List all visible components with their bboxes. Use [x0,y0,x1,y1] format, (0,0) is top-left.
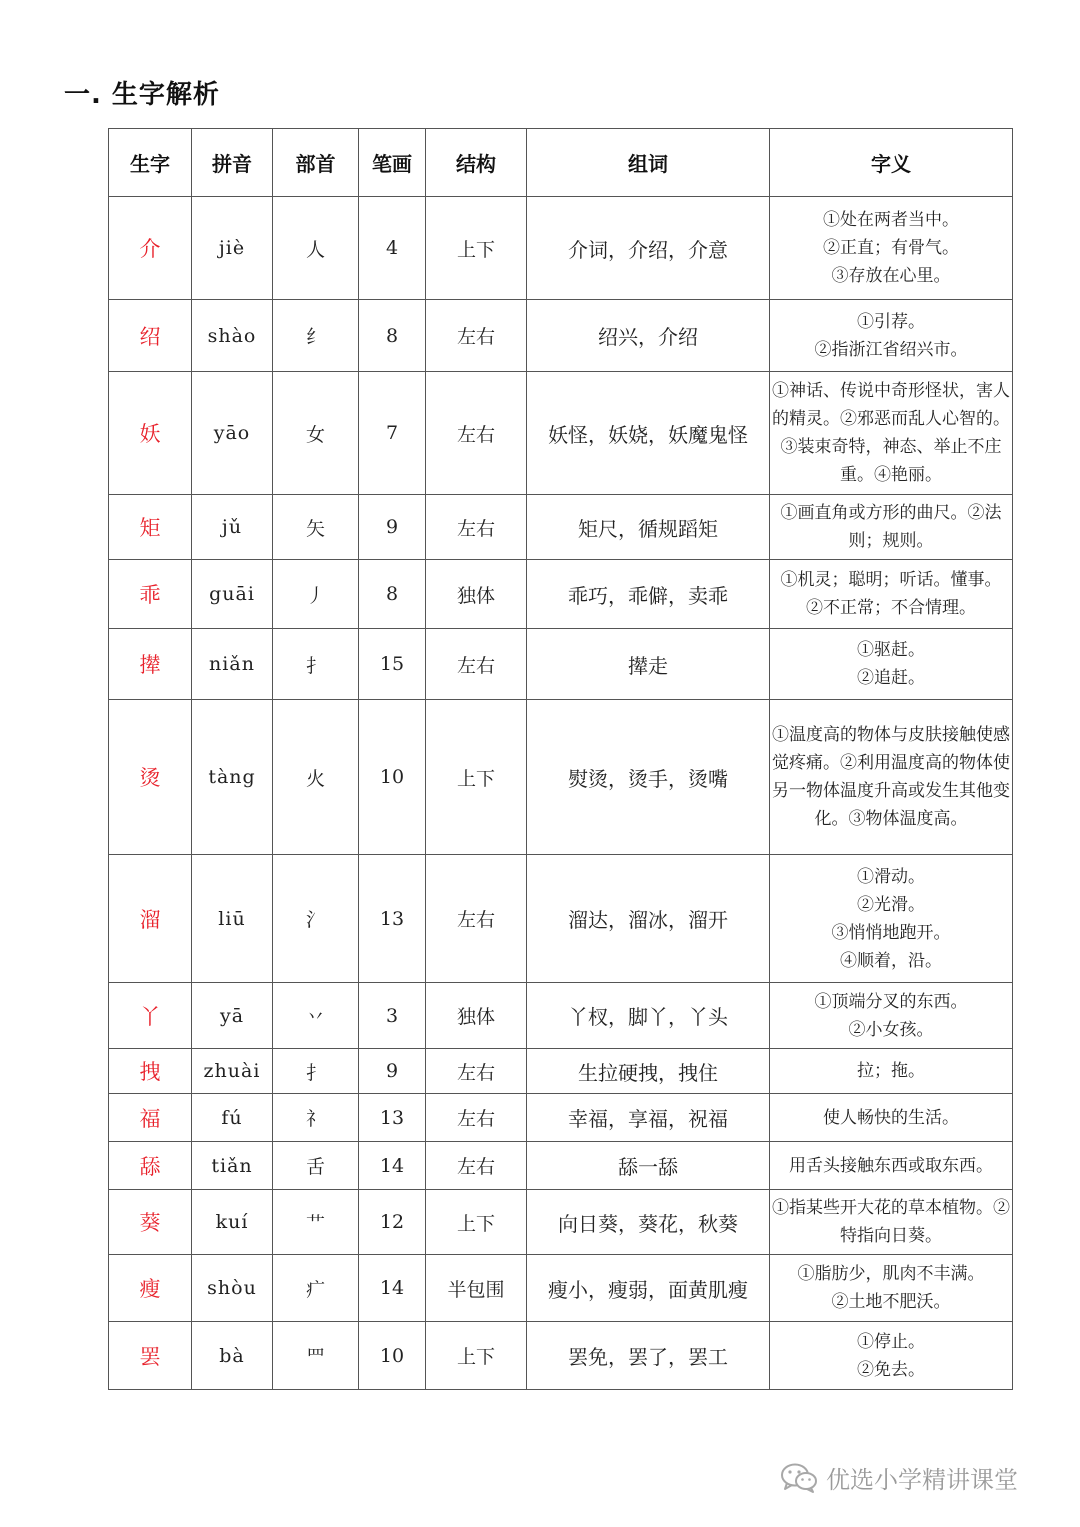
table-row [109,1142,1013,1190]
cell-radical: 氵 [273,855,359,983]
cell-words: 妖怪，妖娆，妖魔鬼怪 [527,372,770,495]
cell-structure: 独体 [426,983,527,1049]
cell-words: 介词，介绍，介意 [527,197,770,300]
table-row [109,1255,1013,1322]
cell-words: 瘦小，瘦弱，面黄肌瘦 [527,1255,770,1322]
cell-structure: 左右 [426,1094,527,1142]
cell-words: 溜达，溜冰，溜开 [527,855,770,983]
cell-pinyin: kuí [192,1190,273,1255]
col-header-radical: 部首 [273,129,359,197]
cell-pinyin: fú [192,1094,273,1142]
cell-radical: 火 [273,700,359,855]
col-header-strokes: 笔画 [359,129,426,197]
cell-meaning: 拉；拖。 [770,1049,1013,1094]
col-header-structure: 结构 [426,129,527,197]
cell-meaning: 用舌头接触东西或取东西。 [770,1142,1013,1190]
cell-structure: 左右 [426,495,527,560]
cell-structure: 左右 [426,372,527,495]
cell-meaning: 使人畅快的生活。 [770,1094,1013,1142]
cell-meaning: ①脂肪少，肌肉不丰满。 ②土地不肥沃。 [770,1255,1013,1322]
cell-strokes: 12 [359,1190,426,1255]
cell-radical: 纟 [273,300,359,372]
table-row [109,197,1013,300]
cell-strokes: 13 [359,855,426,983]
vocabulary-table [108,128,1013,1390]
cell-words: 舔一舔 [527,1142,770,1190]
cell-radical: 矢 [273,495,359,560]
cell-structure: 独体 [426,560,527,629]
cell-structure: 上下 [426,1190,527,1255]
cell-radical: 丷 [273,983,359,1049]
cell-structure: 上下 [426,700,527,855]
cell-char: 福 [109,1094,192,1142]
cell-words: 向日葵，葵花，秋葵 [527,1190,770,1255]
cell-radical: 丿 [273,560,359,629]
cell-meaning: ①引荐。 ②指浙江省绍兴市。 [770,300,1013,372]
cell-strokes: 10 [359,700,426,855]
table-row [109,372,1013,495]
cell-words: 幸福，享福，祝福 [527,1094,770,1142]
table-row [109,560,1013,629]
table-row [109,1322,1013,1390]
cell-structure: 上下 [426,197,527,300]
cell-meaning: ①指某些开大花的草本植物。②特指向日葵。 [770,1190,1013,1255]
cell-pinyin: niǎn [192,629,273,700]
cell-words: 撵走 [527,629,770,700]
cell-meaning: ①停止。 ②免去。 [770,1322,1013,1390]
cell-pinyin: yāo [192,372,273,495]
cell-meaning: ①温度高的物体与皮肤接触使感觉疼痛。②利用温度高的物体使另一物体温度升高或发生其他变化。③物体温度高。 [770,700,1013,855]
cell-char: 绍 [109,300,192,372]
cell-char: 丫 [109,983,192,1049]
table-row [109,629,1013,700]
cell-words: 丫杈，脚丫，丫头 [527,983,770,1049]
cell-structure: 左右 [426,855,527,983]
cell-radical: 人 [273,197,359,300]
wechat-icon [780,1462,818,1494]
cell-strokes: 9 [359,1049,426,1094]
cell-words: 矩尺，循规蹈矩 [527,495,770,560]
cell-char: 罢 [109,1322,192,1390]
cell-char: 溜 [109,855,192,983]
cell-strokes: 9 [359,495,426,560]
cell-char: 乖 [109,560,192,629]
cell-meaning: ①顶端分叉的东西。 ②小女孩。 [770,983,1013,1049]
table-row [109,495,1013,560]
cell-char: 撵 [109,629,192,700]
cell-structure: 左右 [426,629,527,700]
cell-pinyin: zhuài [192,1049,273,1094]
cell-char: 葵 [109,1190,192,1255]
cell-strokes: 13 [359,1094,426,1142]
cell-words: 乖巧，乖僻，卖乖 [527,560,770,629]
cell-strokes: 3 [359,983,426,1049]
cell-words: 罢免，罢了，罢工 [527,1322,770,1390]
cell-pinyin: yā [192,983,273,1049]
cell-radical: 舌 [273,1142,359,1190]
cell-structure: 左右 [426,1142,527,1190]
cell-pinyin: jiè [192,197,273,300]
cell-structure: 左右 [426,300,527,372]
cell-radical: 罒 [273,1322,359,1390]
cell-meaning: ①处在两者当中。 ②正直；有骨气。 ③存放在心里。 [770,197,1013,300]
cell-radical: 艹 [273,1190,359,1255]
cell-pinyin: liū [192,855,273,983]
cell-meaning: ①滑动。 ②光滑。 ③悄悄地跑开。 ④顺着，沿。 [770,855,1013,983]
cell-meaning: ①神话、传说中奇形怪状，害人的精灵。②邪恶而乱人心智的。③装束奇特，神态、举止不庄重。④艳丽。 [770,372,1013,495]
cell-radical: 礻 [273,1094,359,1142]
table-row [109,983,1013,1049]
table-row [109,700,1013,855]
cell-radical: 扌 [273,1049,359,1094]
cell-structure: 左右 [426,1049,527,1094]
cell-words: 熨烫，烫手，烫嘴 [527,700,770,855]
cell-char: 妖 [109,372,192,495]
cell-meaning: ①机灵；聪明；听话。懂事。 ②不正常；不合情理。 [770,560,1013,629]
col-header-words: 组词 [527,129,770,197]
table-row [109,1094,1013,1142]
cell-strokes: 4 [359,197,426,300]
cell-pinyin: bà [192,1322,273,1390]
col-header-pinyin: 拼音 [192,129,273,197]
table-row [109,1049,1013,1094]
cell-words: 绍兴，介绍 [527,300,770,372]
cell-char: 烫 [109,700,192,855]
cell-pinyin: shòu [192,1255,273,1322]
cell-words: 生拉硬拽，拽住 [527,1049,770,1094]
cell-char: 拽 [109,1049,192,1094]
header-row [109,129,1013,197]
col-header-meaning: 字义 [770,129,1013,197]
watermark-text: 优选小学精讲课堂 [826,1466,1018,1494]
table-row [109,1190,1013,1255]
cell-strokes: 7 [359,372,426,495]
cell-pinyin: shào [192,300,273,372]
cell-radical: 扌 [273,629,359,700]
cell-structure: 半包围 [426,1255,527,1322]
cell-char: 舔 [109,1142,192,1190]
cell-meaning: ①画直角或方形的曲尺。②法则；规则。 [770,495,1013,560]
cell-pinyin: guāi [192,560,273,629]
cell-strokes: 14 [359,1142,426,1190]
cell-char: 介 [109,197,192,300]
cell-strokes: 14 [359,1255,426,1322]
watermark [780,1460,1018,1495]
cell-meaning: ①驱赶。 ②追赶。 [770,629,1013,700]
col-header-char: 生字 [109,129,192,197]
cell-strokes: 8 [359,560,426,629]
cell-char: 瘦 [109,1255,192,1322]
cell-structure: 上下 [426,1322,527,1390]
table-row [109,300,1013,372]
section-title: 一. 生字解析 [64,80,220,110]
cell-strokes: 10 [359,1322,426,1390]
cell-char: 矩 [109,495,192,560]
cell-pinyin: tàng [192,700,273,855]
cell-pinyin: jǔ [192,495,273,560]
cell-strokes: 15 [359,629,426,700]
cell-radical: 女 [273,372,359,495]
cell-strokes: 8 [359,300,426,372]
table-row [109,855,1013,983]
cell-pinyin: tiǎn [192,1142,273,1190]
cell-radical: 疒 [273,1255,359,1322]
